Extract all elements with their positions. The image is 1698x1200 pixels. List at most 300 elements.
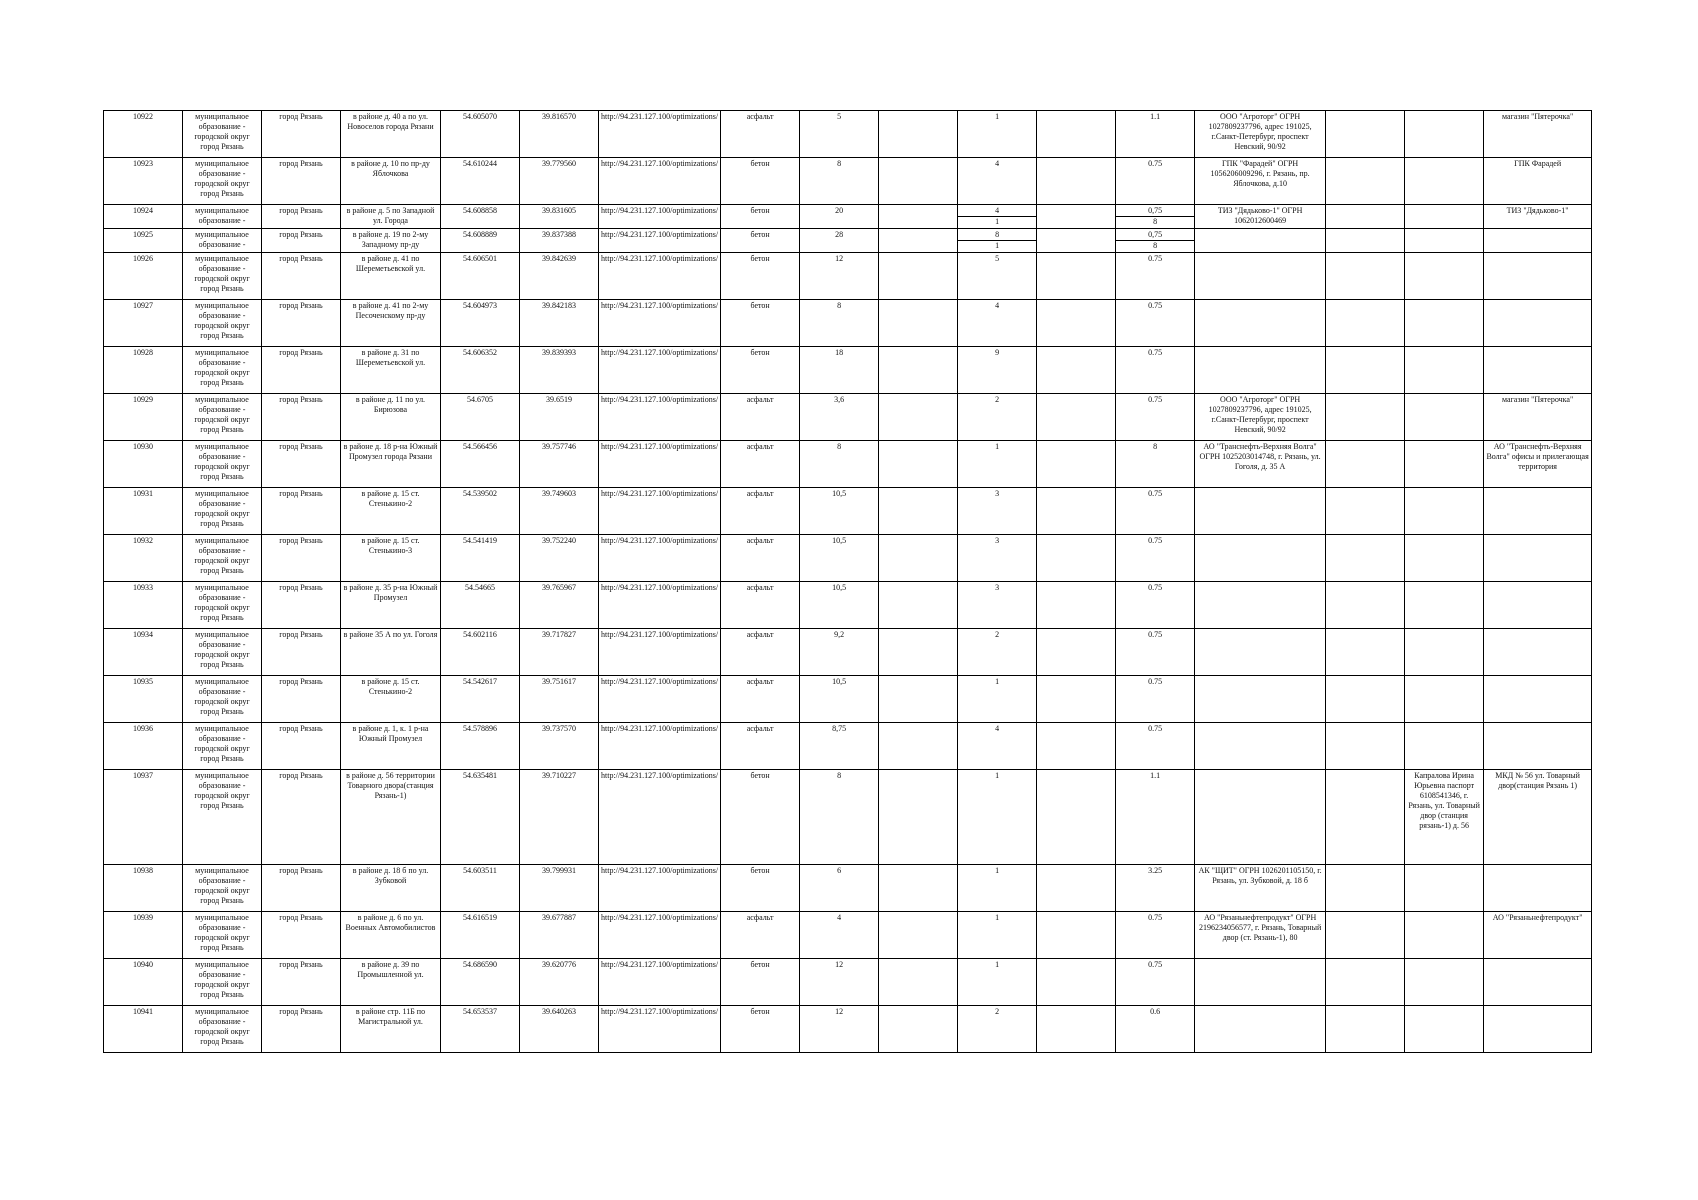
cell-container-count: 4 <box>958 300 1037 347</box>
cell-map-url: http://94.231.127.100/optimizations/ <box>599 441 721 488</box>
cell-municipality: муниципальное образование - городской округ город Рязань <box>183 959 262 1006</box>
table-row <box>104 770 1592 865</box>
cell-municipality: муниципальное образование - городской округ город Рязань <box>183 865 262 912</box>
cell-waste-source <box>1484 488 1592 535</box>
cell-owner-person <box>1405 582 1484 629</box>
cell-waste-source <box>1484 229 1592 253</box>
cell-surface-type: бетон <box>721 959 800 1006</box>
cell-container-volume-part: 8 <box>1116 240 1194 251</box>
table-row <box>104 959 1592 1006</box>
cell-longitude: 39.737570 <box>520 723 599 770</box>
cell-surface-type: асфальт <box>721 394 800 441</box>
cell-row-id: 10929 <box>104 394 183 441</box>
cell-municipality: муниципальное образование - городской округ город Рязань <box>183 1006 262 1053</box>
cell-owner-organization <box>1195 629 1326 676</box>
cell-owner-person <box>1405 676 1484 723</box>
cell-owner-entrepreneur <box>1326 676 1405 723</box>
cell-row-id: 10924 <box>104 205 183 229</box>
cell-container-count: 3 <box>958 488 1037 535</box>
cell-surface-type: асфальт <box>721 582 800 629</box>
cell-container-volume: 0.75 <box>1116 912 1195 959</box>
cell-city: город Рязань <box>262 865 341 912</box>
cell-row-id: 10941 <box>104 1006 183 1053</box>
cell-waste-source <box>1484 959 1592 1006</box>
cell-longitude: 39.839393 <box>520 347 599 394</box>
cell-address: в районе 35 А по ул. Гоголя <box>341 629 441 676</box>
cell-owner-organization: АК "ЩИТ" ОГРН 1026201105150, г. Рязань, ул. Зубковой, д. 18 б <box>1195 865 1326 912</box>
cell-map-url: http://94.231.127.100/optimizations/ <box>599 865 721 912</box>
cell-owner-organization <box>1195 582 1326 629</box>
cell-empty-col <box>1037 253 1116 300</box>
cell-container-count-part: 1 <box>958 240 1036 251</box>
cell-longitude: 39.640263 <box>520 1006 599 1053</box>
cell-owner-organization <box>1195 723 1326 770</box>
cell-surface-type: асфальт <box>721 723 800 770</box>
cell-owner-entrepreneur <box>1326 158 1405 205</box>
cell-empty-col <box>1037 582 1116 629</box>
cell-address: в районе д. 35 р-на Южный Промузел <box>341 582 441 629</box>
cell-row-id: 10939 <box>104 912 183 959</box>
cell-site-area: 12 <box>800 1006 879 1053</box>
table-row <box>104 441 1592 488</box>
cell-latitude: 54.602116 <box>441 629 520 676</box>
cell-owner-entrepreneur <box>1326 912 1405 959</box>
cell-container-count: 2 <box>958 629 1037 676</box>
cell-row-id: 10932 <box>104 535 183 582</box>
cell-map-url: http://94.231.127.100/optimizations/ <box>599 770 721 865</box>
cell-container-volume: 1.1 <box>1116 111 1195 158</box>
cell-latitude: 54.6705 <box>441 394 520 441</box>
cell-container-count: 1 <box>958 676 1037 723</box>
cell-container-count: 2 <box>958 394 1037 441</box>
cell-address: в районе д. 41 по Шереметьевской ул. <box>341 253 441 300</box>
cell-empty-col <box>1037 912 1116 959</box>
cell-map-url: http://94.231.127.100/optimizations/ <box>599 535 721 582</box>
cell-city: город Рязань <box>262 111 341 158</box>
cell-waste-source: ГПК Фарадей <box>1484 158 1592 205</box>
cell-municipality: муниципальное образование - городской округ город Рязань <box>183 158 262 205</box>
cell-owner-person <box>1405 205 1484 229</box>
cell-owner-person <box>1405 394 1484 441</box>
cell-latitude: 54.539502 <box>441 488 520 535</box>
cell-container-volume-part: 0,75 <box>1148 206 1163 215</box>
cell-waste-source <box>1484 1006 1592 1053</box>
cell-surface-type: бетон <box>721 253 800 300</box>
cell-empty-col <box>879 676 958 723</box>
cell-city: город Рязань <box>262 229 341 253</box>
cell-map-url: http://94.231.127.100/optimizations/ <box>599 229 721 253</box>
cell-address: в районе д. 6 по ул. Военных Автомобилистов <box>341 912 441 959</box>
cell-owner-entrepreneur <box>1326 300 1405 347</box>
cell-address: в районе д. 10 по пр-ду Яблочкова <box>341 158 441 205</box>
cell-owner-person <box>1405 629 1484 676</box>
table-row <box>104 205 1592 229</box>
cell-owner-organization: АО "Рязаньнефтепродукт" ОГРН 2196234056577, г. Рязань, Товарный двор (ст. Рязань-1), 80 <box>1195 912 1326 959</box>
table-row <box>104 723 1592 770</box>
cell-city: город Рязань <box>262 394 341 441</box>
cell-empty-col <box>1037 865 1116 912</box>
cell-longitude: 39.752240 <box>520 535 599 582</box>
cell-container-volume: 0.75 <box>1116 300 1195 347</box>
cell-map-url: http://94.231.127.100/optimizations/ <box>599 300 721 347</box>
cell-waste-source: ТИЗ "Дядьково-1" <box>1484 205 1592 229</box>
cell-waste-source <box>1484 865 1592 912</box>
cell-empty-col <box>879 441 958 488</box>
cell-latitude: 54.635481 <box>441 770 520 865</box>
cell-container-volume: 0.6 <box>1116 1006 1195 1053</box>
cell-container-count-part: 1 <box>958 216 1036 227</box>
cell-site-area: 8,75 <box>800 723 879 770</box>
cell-row-id: 10935 <box>104 676 183 723</box>
cell-address: в районе д. 11 по ул. Бирюзова <box>341 394 441 441</box>
cell-city: город Рязань <box>262 488 341 535</box>
cell-city: город Рязань <box>262 723 341 770</box>
cell-surface-type: бетон <box>721 865 800 912</box>
cell-surface-type: бетон <box>721 770 800 865</box>
cell-site-area: 10,5 <box>800 488 879 535</box>
cell-municipality: муниципальное образование - <box>183 205 262 229</box>
table-row <box>104 253 1592 300</box>
cell-map-url: http://94.231.127.100/optimizations/ <box>599 158 721 205</box>
cell-owner-person <box>1405 300 1484 347</box>
cell-container-count: 3 <box>958 535 1037 582</box>
cell-waste-source <box>1484 347 1592 394</box>
cell-container-count: 2 <box>958 1006 1037 1053</box>
cell-empty-col <box>879 111 958 158</box>
cell-empty-col <box>1037 629 1116 676</box>
cell-waste-source <box>1484 300 1592 347</box>
cell-map-url: http://94.231.127.100/optimizations/ <box>599 912 721 959</box>
cell-map-url: http://94.231.127.100/optimizations/ <box>599 394 721 441</box>
cell-owner-entrepreneur <box>1326 865 1405 912</box>
cell-latitude: 54.608858 <box>441 205 520 229</box>
cell-municipality: муниципальное образование - городской округ город Рязань <box>183 394 262 441</box>
cell-site-area: 12 <box>800 253 879 300</box>
cell-row-id: 10934 <box>104 629 183 676</box>
cell-map-url: http://94.231.127.100/optimizations/ <box>599 111 721 158</box>
cell-container-volume: 1.1 <box>1116 770 1195 865</box>
cell-address: в районе д. 41 по 2-му Песоченскому пр-ду <box>341 300 441 347</box>
cell-waste-source: магазин "Пятерочка" <box>1484 394 1592 441</box>
cell-city: город Рязань <box>262 441 341 488</box>
cell-surface-type: бетон <box>721 1006 800 1053</box>
cell-latitude: 54.606501 <box>441 253 520 300</box>
cell-surface-type: бетон <box>721 158 800 205</box>
cell-map-url: http://94.231.127.100/optimizations/ <box>599 723 721 770</box>
cell-container-count: 1 <box>958 912 1037 959</box>
cell-owner-organization <box>1195 488 1326 535</box>
cell-longitude: 39.717827 <box>520 629 599 676</box>
cell-municipality: муниципальное образование - городской округ город Рязань <box>183 488 262 535</box>
cell-owner-entrepreneur <box>1326 959 1405 1006</box>
cell-longitude: 39.757746 <box>520 441 599 488</box>
cell-owner-entrepreneur <box>1326 535 1405 582</box>
cell-owner-entrepreneur <box>1326 441 1405 488</box>
cell-row-id: 10923 <box>104 158 183 205</box>
cell-waste-source <box>1484 535 1592 582</box>
cell-empty-col <box>879 394 958 441</box>
cell-longitude: 39.842639 <box>520 253 599 300</box>
cell-owner-organization <box>1195 959 1326 1006</box>
cell-address: в районе д. 39 по Промышленной ул. <box>341 959 441 1006</box>
table-row <box>104 912 1592 959</box>
cell-site-area: 5 <box>800 111 879 158</box>
cell-address: в районе д. 5 по Западной ул. Города <box>341 205 441 229</box>
cell-owner-organization <box>1195 347 1326 394</box>
cell-latitude: 54.578896 <box>441 723 520 770</box>
cell-owner-person: Капралова Ирина Юрьевна паспорт 6108541346, г. Рязань, ул. Товарный двор (станция рязань-1) д. 56 <box>1405 770 1484 865</box>
cell-empty-col <box>1037 229 1116 253</box>
cell-empty-col <box>1037 959 1116 1006</box>
cell-surface-type: асфальт <box>721 111 800 158</box>
table-row <box>104 229 1592 253</box>
cell-container-volume: 0.75 <box>1116 723 1195 770</box>
cell-longitude: 39.620776 <box>520 959 599 1006</box>
cell-container-count <box>958 229 1037 253</box>
cell-municipality: муниципальное образование - городской округ город Рязань <box>183 723 262 770</box>
cell-container-count: 1 <box>958 441 1037 488</box>
cell-container-volume: 3.25 <box>1116 865 1195 912</box>
cell-container-volume <box>1116 205 1195 229</box>
cell-container-volume: 8 <box>1116 441 1195 488</box>
cell-container-volume: 0.75 <box>1116 535 1195 582</box>
cell-owner-person <box>1405 959 1484 1006</box>
cell-row-id: 10925 <box>104 229 183 253</box>
cell-site-area: 6 <box>800 865 879 912</box>
cell-surface-type: асфальт <box>721 488 800 535</box>
cell-empty-col <box>879 959 958 1006</box>
cell-site-area: 9,2 <box>800 629 879 676</box>
cell-latitude: 54.653537 <box>441 1006 520 1053</box>
cell-municipality: муниципальное образование - городской округ город Рязань <box>183 582 262 629</box>
cell-owner-organization <box>1195 229 1326 253</box>
cell-container-count: 1 <box>958 865 1037 912</box>
cell-owner-person <box>1405 111 1484 158</box>
cell-owner-person <box>1405 229 1484 253</box>
cell-surface-type: асфальт <box>721 441 800 488</box>
cell-owner-organization: ООО "Агроторг" ОГРН 1027809237796, адрес 191025, г.Санкт-Петербург, проспект Невский, 90/92 <box>1195 111 1326 158</box>
cell-container-count: 1 <box>958 111 1037 158</box>
cell-empty-col <box>879 582 958 629</box>
cell-empty-col <box>879 300 958 347</box>
cell-latitude: 54.605070 <box>441 111 520 158</box>
cell-owner-entrepreneur <box>1326 1006 1405 1053</box>
cell-owner-organization: ТИЗ "Дядьково-1" ОГРН 1062012600469 <box>1195 205 1326 229</box>
cell-municipality: муниципальное образование - городской округ город Рязань <box>183 441 262 488</box>
container-sites-table <box>103 110 1592 1053</box>
cell-municipality: муниципальное образование - городской округ город Рязань <box>183 347 262 394</box>
cell-map-url: http://94.231.127.100/optimizations/ <box>599 205 721 229</box>
cell-waste-source <box>1484 629 1592 676</box>
cell-empty-col <box>1037 770 1116 865</box>
cell-city: город Рязань <box>262 158 341 205</box>
cell-waste-source <box>1484 676 1592 723</box>
cell-address: в районе д. 18 б по ул. Зубковой <box>341 865 441 912</box>
cell-municipality: муниципальное образование - городской округ город Рязань <box>183 770 262 865</box>
cell-map-url: http://94.231.127.100/optimizations/ <box>599 676 721 723</box>
cell-municipality: муниципальное образование - городской округ город Рязань <box>183 535 262 582</box>
cell-city: город Рязань <box>262 582 341 629</box>
cell-latitude: 54.604973 <box>441 300 520 347</box>
cell-city: город Рязань <box>262 205 341 229</box>
cell-empty-col <box>1037 535 1116 582</box>
cell-container-count: 5 <box>958 253 1037 300</box>
cell-owner-entrepreneur <box>1326 205 1405 229</box>
cell-longitude: 39.710227 <box>520 770 599 865</box>
cell-site-area: 8 <box>800 158 879 205</box>
cell-empty-col <box>879 253 958 300</box>
cell-owner-person <box>1405 347 1484 394</box>
cell-row-id: 10936 <box>104 723 183 770</box>
cell-empty-col <box>879 229 958 253</box>
cell-municipality: муниципальное образование - городской округ город Рязань <box>183 111 262 158</box>
cell-address: в районе д. 15 ст. Стенькино-3 <box>341 535 441 582</box>
cell-latitude: 54.541419 <box>441 535 520 582</box>
cell-address: в районе стр. 11Б по Магистральной ул. <box>341 1006 441 1053</box>
cell-row-id: 10938 <box>104 865 183 912</box>
cell-container-volume: 0.75 <box>1116 676 1195 723</box>
cell-empty-col <box>1037 111 1116 158</box>
cell-waste-source <box>1484 582 1592 629</box>
cell-map-url: http://94.231.127.100/optimizations/ <box>599 629 721 676</box>
cell-site-area: 18 <box>800 347 879 394</box>
cell-latitude: 54.616519 <box>441 912 520 959</box>
cell-row-id: 10922 <box>104 111 183 158</box>
cell-empty-col <box>879 770 958 865</box>
cell-container-count <box>958 205 1037 229</box>
cell-container-count-part: 4 <box>995 206 1000 215</box>
cell-municipality: муниципальное образование - городской округ город Рязань <box>183 253 262 300</box>
cell-surface-type: асфальт <box>721 535 800 582</box>
cell-longitude: 39.677887 <box>520 912 599 959</box>
cell-owner-organization: ГПК "Фарадей" ОГРН 1056206009296, г. Рязань, пр. Яблочкова, д.10 <box>1195 158 1326 205</box>
cell-empty-col <box>879 865 958 912</box>
cell-latitude: 54.606352 <box>441 347 520 394</box>
cell-owner-entrepreneur <box>1326 723 1405 770</box>
cell-city: город Рязань <box>262 253 341 300</box>
cell-owner-person <box>1405 1006 1484 1053</box>
cell-city: город Рязань <box>262 770 341 865</box>
cell-surface-type: асфальт <box>721 676 800 723</box>
cell-longitude: 39.816570 <box>520 111 599 158</box>
cell-owner-entrepreneur <box>1326 347 1405 394</box>
cell-empty-col <box>879 347 958 394</box>
cell-latitude: 54.54665 <box>441 582 520 629</box>
cell-owner-organization: ООО "Агроторг" ОГРН 1027809237796, адрес 191025, г.Санкт-Петербург, проспект Невский, 90/92 <box>1195 394 1326 441</box>
table-body <box>104 111 1592 1053</box>
cell-container-count-part: 8 <box>995 230 1000 239</box>
cell-city: город Рязань <box>262 629 341 676</box>
cell-empty-col <box>1037 441 1116 488</box>
cell-municipality: муниципальное образование - городской округ город Рязань <box>183 912 262 959</box>
cell-owner-organization <box>1195 676 1326 723</box>
cell-latitude: 54.566456 <box>441 441 520 488</box>
cell-municipality: муниципальное образование - городской округ город Рязань <box>183 629 262 676</box>
cell-owner-entrepreneur <box>1326 111 1405 158</box>
cell-waste-source <box>1484 723 1592 770</box>
cell-address: в районе д. 31 по Шереметьевской ул. <box>341 347 441 394</box>
cell-surface-type: асфальт <box>721 629 800 676</box>
cell-empty-col <box>879 488 958 535</box>
cell-empty-col <box>879 535 958 582</box>
cell-owner-entrepreneur <box>1326 229 1405 253</box>
cell-latitude: 54.608889 <box>441 229 520 253</box>
table-row <box>104 158 1592 205</box>
cell-owner-organization <box>1195 300 1326 347</box>
cell-row-id: 10940 <box>104 959 183 1006</box>
cell-row-id: 10937 <box>104 770 183 865</box>
cell-waste-source: МКД № 56 ул. Товарный двор(станция Рязань 1) <box>1484 770 1592 865</box>
cell-empty-col <box>1037 300 1116 347</box>
cell-map-url: http://94.231.127.100/optimizations/ <box>599 582 721 629</box>
cell-municipality: муниципальное образование - городской округ город Рязань <box>183 676 262 723</box>
cell-empty-col <box>879 158 958 205</box>
cell-municipality: муниципальное образование - городской округ город Рязань <box>183 300 262 347</box>
cell-longitude: 39.842183 <box>520 300 599 347</box>
cell-waste-source: АО "Транснефть-Верхняя Волга" офисы и прилегающая территория <box>1484 441 1592 488</box>
cell-container-volume: 0.75 <box>1116 394 1195 441</box>
cell-address: в районе д. 15 ст. Стенькино-2 <box>341 488 441 535</box>
cell-longitude: 39.799931 <box>520 865 599 912</box>
cell-waste-source <box>1484 253 1592 300</box>
cell-empty-col <box>1037 205 1116 229</box>
cell-site-area: 8 <box>800 770 879 865</box>
table-row <box>104 347 1592 394</box>
cell-site-area: 28 <box>800 229 879 253</box>
cell-container-count: 4 <box>958 723 1037 770</box>
cell-container-volume: 0.75 <box>1116 253 1195 300</box>
table-row <box>104 535 1592 582</box>
cell-site-area: 10,5 <box>800 676 879 723</box>
cell-container-volume: 0.75 <box>1116 582 1195 629</box>
cell-longitude: 39.749603 <box>520 488 599 535</box>
cell-longitude: 39.765967 <box>520 582 599 629</box>
cell-empty-col <box>1037 394 1116 441</box>
cell-container-volume-part: 8 <box>1116 216 1194 227</box>
cell-address: в районе д. 56 территории Товарного двора(станция Рязань-1) <box>341 770 441 865</box>
cell-longitude: 39.831605 <box>520 205 599 229</box>
cell-owner-person <box>1405 912 1484 959</box>
cell-empty-col <box>1037 347 1116 394</box>
cell-owner-entrepreneur <box>1326 253 1405 300</box>
cell-container-volume: 0.75 <box>1116 959 1195 1006</box>
cell-site-area: 8 <box>800 300 879 347</box>
cell-owner-organization <box>1195 770 1326 865</box>
cell-latitude: 54.610244 <box>441 158 520 205</box>
cell-owner-organization <box>1195 1006 1326 1053</box>
cell-surface-type: бетон <box>721 347 800 394</box>
cell-site-area: 3,6 <box>800 394 879 441</box>
cell-row-id: 10928 <box>104 347 183 394</box>
cell-owner-entrepreneur <box>1326 770 1405 865</box>
cell-owner-organization <box>1195 535 1326 582</box>
cell-owner-person <box>1405 535 1484 582</box>
cell-owner-entrepreneur <box>1326 488 1405 535</box>
cell-empty-col <box>1037 158 1116 205</box>
cell-row-id: 10931 <box>104 488 183 535</box>
cell-city: город Рязань <box>262 535 341 582</box>
cell-address: в районе д. 15 ст. Стенькино-2 <box>341 676 441 723</box>
cell-map-url: http://94.231.127.100/optimizations/ <box>599 1006 721 1053</box>
cell-surface-type: асфальт <box>721 912 800 959</box>
cell-address: в районе д. 19 по 2-му Западному пр-ду <box>341 229 441 253</box>
cell-container-count: 1 <box>958 959 1037 1006</box>
cell-map-url: http://94.231.127.100/optimizations/ <box>599 488 721 535</box>
cell-latitude: 54.603511 <box>441 865 520 912</box>
table-row <box>104 394 1592 441</box>
cell-owner-person <box>1405 723 1484 770</box>
cell-empty-col <box>879 629 958 676</box>
